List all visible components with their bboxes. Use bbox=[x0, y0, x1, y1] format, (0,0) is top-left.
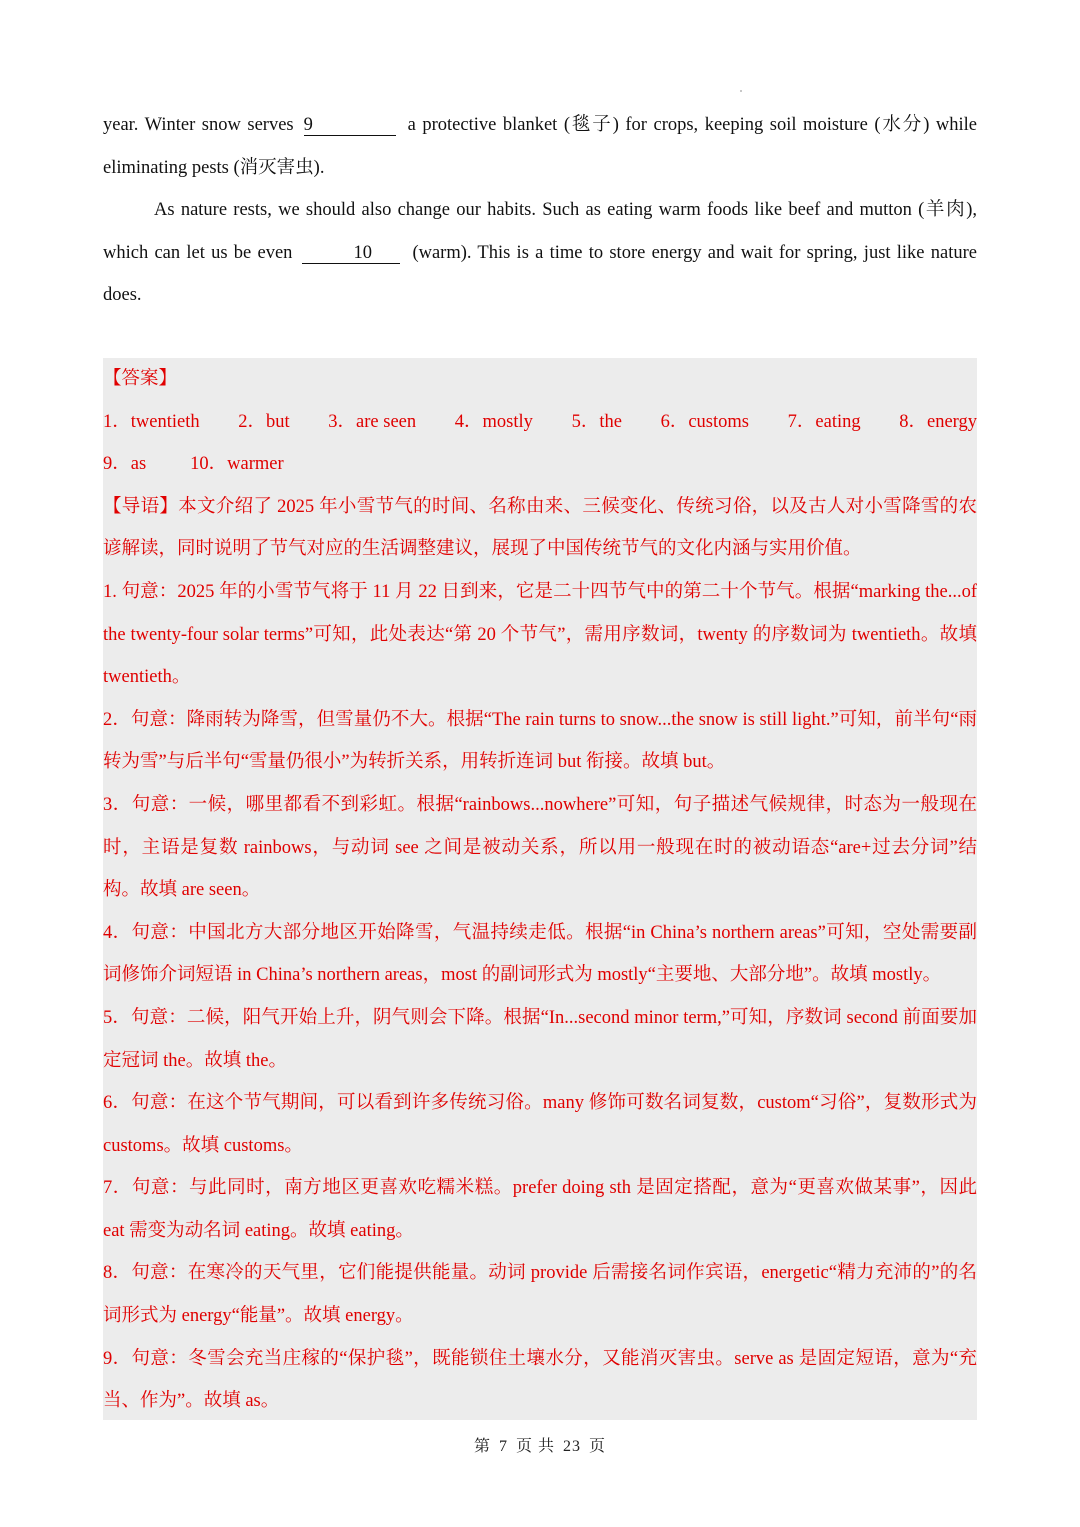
answer-list-row-2 bbox=[103, 443, 977, 486]
explanation-7: 7．句意：与此同时，南方地区更喜欢吃糯米糕。prefer doing sth 是固定搭配，意为“更喜欢做某事”，因此 eat 需变为动名词 eating。故填 eating。 bbox=[103, 1178, 977, 1241]
footer-page-number: 7 bbox=[498, 1438, 508, 1455]
footer-prefix: 第 bbox=[473, 1438, 491, 1455]
passage-paragraph-1 bbox=[103, 104, 977, 189]
answer-item: 3．are seen bbox=[328, 411, 417, 432]
answer-item: 8．energy bbox=[899, 411, 977, 432]
answer-list-row-1 bbox=[103, 401, 977, 444]
footer-middle: 页 共 bbox=[515, 1438, 555, 1455]
passage-text: year. Winter snow serves bbox=[103, 115, 294, 135]
explanation-4: 4．句意：中国北方大部分地区开始降雪，气温持续走低。根据“in China’s northern areas”可知，空处需要副词修饰介词短语 in China’s northern areas，most 的副词形式为 mostly“主要地、大部分地”。故填 mostly。 bbox=[103, 922, 977, 986]
explanation-5: 5．句意：二候，阳气开始上升，阴气则会下降。根据“In...second minor term,”可知，序数词 second 前面要加定冠词 the。故填 the。 bbox=[103, 1007, 977, 1071]
answer-item: 1．twentieth bbox=[103, 411, 200, 432]
passage-text: a protective blanket (毯子) for crops, keeping soil moisture (水分) while eliminating pests (消灭害虫). bbox=[103, 115, 977, 178]
explanation-1: 1. 句意：2025 年的小雪节气将于 11 月 22 日到来，它是二十四节气中的第二十个节气。根据“marking the...of the twenty-four solar terms”可知，此处表达“第 20 个节气”，需用序数词，twenty 的序数词为 twentieth。故填 twentieth。 bbox=[103, 581, 977, 688]
answer-item: 10．warmer bbox=[190, 454, 284, 475]
answer-item: 6．customs bbox=[660, 411, 749, 432]
answer-item: 2．but bbox=[238, 411, 290, 432]
explanation-3: 3．句意：一候，哪里都看不到彩虹。根据“rainbows...nowhere”可知，句子描述气候规律，时态为一般现在时，主语是复数 rainbows，与动词 see 之间是被动关系，所以用一般现在时的被动语态“are+过去分词”结构。故填 are seen。 bbox=[103, 794, 977, 901]
answer-section bbox=[103, 358, 977, 1420]
footer-suffix: 页 bbox=[589, 1438, 607, 1455]
passage-text: As nature rests, we should also change our habits. Such as eating warm foods like beef and mutton (羊肉), which can let us be even bbox=[103, 200, 977, 263]
explanation-6: 6．句意：在这个节气期间，可以看到许多传统习俗。many 修饰可数名词复数，custom“习俗”，复数形式为 customs。故填 customs。 bbox=[103, 1093, 977, 1156]
answer-item: 9．as bbox=[103, 454, 147, 475]
answer-item: 5．the bbox=[571, 411, 622, 432]
blank-10: 10 bbox=[302, 243, 400, 264]
footer-total-pages: 23 bbox=[563, 1438, 581, 1455]
answer-heading: 【答案】 bbox=[103, 369, 178, 389]
answer-item: 4．mostly bbox=[454, 411, 533, 432]
passage-text: (warm). This is a time to store energy and wait for spring, just like nature does. bbox=[103, 242, 977, 305]
passage-paragraph-2 bbox=[103, 189, 977, 317]
passage-section bbox=[103, 104, 977, 317]
page-footer bbox=[0, 1433, 1080, 1456]
explanation-8: 8．句意：在寒冷的天气里，它们能提供能量。动词 provide 后需接名词作宾语，energetic“精力充沛的”的名词形式为 energy“能量”。故填 energy。 bbox=[103, 1263, 977, 1327]
blank-9: 9 bbox=[304, 115, 396, 136]
explanation-9: 9．句意：冬雪会充当庄稼的“保护毯”，既能锁住土壤水分，又能消灭害虫。serve as 是固定短语，意为“充当、作为”。故填 as。 bbox=[103, 1348, 977, 1412]
scan-dot bbox=[740, 90, 742, 92]
answer-item: 7．eating bbox=[787, 411, 861, 432]
explanation-2: 2．句意：降雨转为降雪，但雪量仍不大。根据“The rain turns to snow...the snow is still light.”可知，前半句“雨转为雪”与后半句“雪量仍很小”为转折关系，用转折连词 but 衔接。故填 but。 bbox=[103, 709, 977, 773]
intro-paragraph: 【导语】本文介绍了 2025 年小雪节气的时间、名称由来、三候变化、传统习俗，以及古人对小雪降雪的农谚解读，同时说明了节气对应的生活调整建议，展现了中国传统节气的文化内涵与实用价值。 bbox=[103, 496, 977, 560]
